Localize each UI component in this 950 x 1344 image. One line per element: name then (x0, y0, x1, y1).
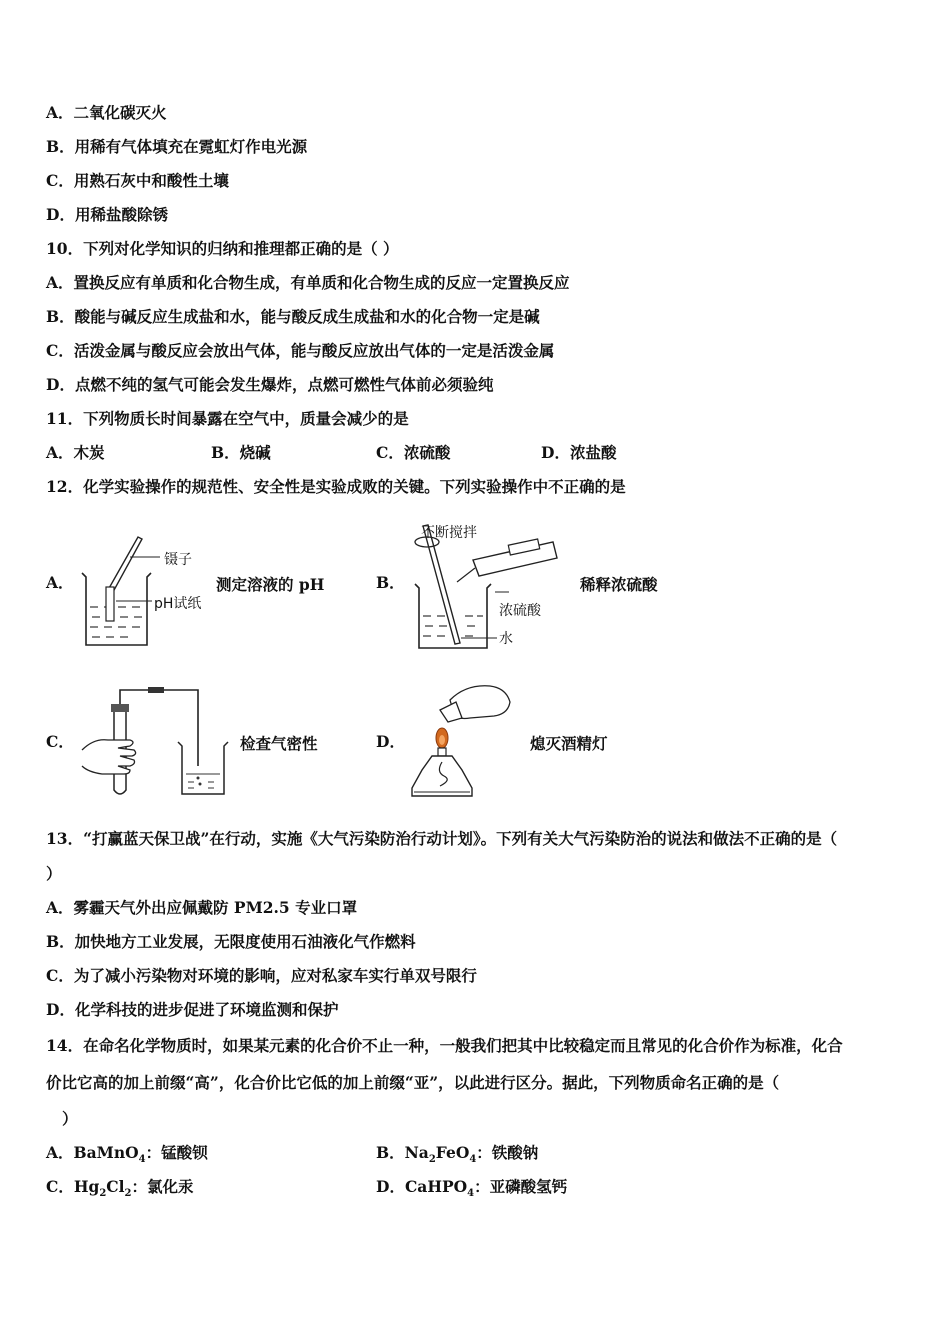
q12-option-a-caption: 测定溶液的 pH (216, 575, 325, 594)
q14-option-b: B．$Na_2FeO_4$：铁酸钠 (376, 1143, 539, 1166)
ph-test-figure (72, 535, 212, 650)
stir-label: 不断搅拌 (421, 525, 477, 541)
q10-option-c: C．活泼金属与酸反应会放出气体，能与酸反应放出气体的一定是活泼金属 (46, 341, 555, 360)
q12-option-b-caption: 稀释浓硫酸 (580, 575, 658, 594)
q14-stem-line3: ） (62, 1109, 78, 1128)
q10-stem: 10．下列对化学知识的归纳和推理都正确的是（ ） (46, 239, 399, 258)
conc-acid-label: 浓硫酸 (499, 603, 541, 619)
q13-option-b: B．加快地方工业发展，无限度使用石油液化气作燃料 (46, 932, 416, 951)
q13-stem-line2: ） (46, 864, 62, 883)
q11-option-d: D．浓盐酸 (541, 443, 617, 462)
q11-option-b: B．烧碱 (211, 443, 271, 462)
q11-stem: 11．下列物质长时间暴露在空气中，质量会减少的是 (46, 409, 409, 428)
q12-option-b-letter: B． (376, 573, 405, 592)
q14-option-d: D．CaHPO$_4$：亚磷酸氢钙 (376, 1177, 568, 1200)
q9-option-b: B．用稀有气体填充在霓虹灯作电光源 (46, 137, 308, 156)
q12-option-d-letter: D． (376, 732, 405, 751)
water-label: 水 (499, 631, 513, 647)
q13-stem-line1: 13．“打赢蓝天保卫战”在行动，实施《大气污染防治行动计划》。下列有关大气污染防治的说法和做法不正确的是（ (46, 829, 838, 848)
q11-option-c: C．浓硫酸 (376, 443, 451, 462)
q14-stem-line1: 14．在命名化学物质时，如果某元素的化合价不止一种，一般我们把其中比较稳定而且常见的化合价作为标准，化合 (46, 1036, 843, 1055)
q12-option-c-caption: 检查气密性 (240, 734, 318, 753)
q13-option-d: D．化学科技的进步促进了环境监测和保护 (46, 1000, 339, 1019)
q12-option-a-letter: A． (46, 573, 74, 592)
q13-option-c: C．为了减小污染物对环境的影响，应对私家车实行单双号限行 (46, 966, 477, 985)
tweezers-label: 镊子 (164, 552, 192, 568)
q11-option-a: A．木炭 (46, 443, 105, 462)
q12-option-d-caption: 熄灭酒精灯 (530, 734, 608, 753)
q9-option-a: A．二氧化碳灭火 (46, 103, 167, 122)
q14-option-a: A．BaMnO$_4$：锰酸钡 (46, 1143, 208, 1166)
dilute-acid-figure (405, 520, 575, 652)
q14-option-c: C．$Hg_2Cl_2$：氯化汞 (46, 1177, 194, 1200)
q9-option-c: C．用熟石灰中和酸性土壤 (46, 171, 229, 190)
q12-option-c-letter: C． (46, 732, 74, 751)
q13-option-a: A．雾霾天气外出应佩戴防 PM2.5 专业口罩 (46, 898, 358, 917)
q9-option-d: D．用稀盐酸除锈 (46, 205, 168, 224)
airtightness-figure (78, 686, 238, 798)
alcohol-lamp-figure (410, 680, 520, 802)
ph-paper-label: pH试纸 (154, 596, 202, 612)
q10-option-d: D．点燃不纯的氢气可能会发生爆炸，点燃可燃性气体前必须验纯 (46, 375, 494, 394)
q10-option-a: A．置换反应有单质和化合物生成，有单质和化合物生成的反应一定置换反应 (46, 273, 570, 292)
q14-stem-line2: 价比它高的加上前缀“高”，化合价比它低的加上前缀“亚”，以此进行区分。据此，下列物质命名正确的是（ (46, 1073, 780, 1092)
q12-stem: 12．化学实验操作的规范性、安全性是实验成败的关键。下列实验操作中不正确的是 (46, 477, 626, 496)
q10-option-b: B．酸能与碱反应生成盐和水，能与酸反成生成盐和水的化合物一定是碱 (46, 307, 540, 326)
